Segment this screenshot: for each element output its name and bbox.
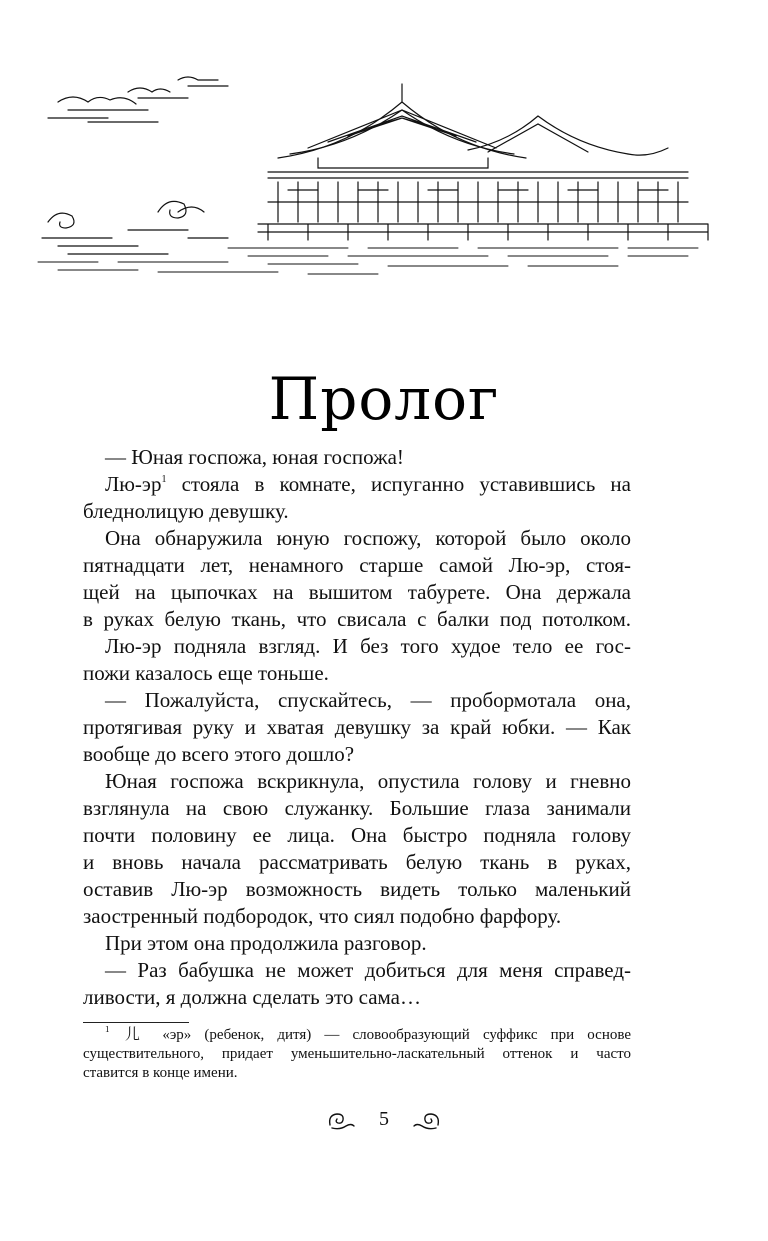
paragraph <box>83 957 631 1011</box>
text-line: заостренный подбородок, что сиял подобно фарфору. <box>83 904 562 928</box>
cloud-left-icon <box>48 77 228 122</box>
wave-ornament-right-icon <box>412 1109 442 1131</box>
text-line: взглянула на свою служанку. Большие глаза занимали <box>83 796 631 820</box>
text-line: вообще до всего этого дошло? <box>83 742 355 766</box>
page-number: 5 <box>379 1108 389 1130</box>
text-segment: Лю-эр <box>105 472 162 496</box>
footnote-divider <box>83 1022 189 1023</box>
text-line: почти половину ее лица. Она быстро подняла голову <box>83 823 631 847</box>
text-line: пожи казалось еще тоньше. <box>83 661 329 685</box>
text-line: в руках белую ткань, что свисала с балки под потолком. <box>83 607 631 631</box>
water-lines <box>38 248 698 274</box>
footnote-line: существительного, придает уменьшительно-ласкательный оттенок и часто <box>83 1046 631 1062</box>
page-footer <box>0 1108 768 1131</box>
body-text <box>83 444 631 1011</box>
pavilion-roof-right <box>468 116 668 155</box>
wave-ornament-left-icon <box>326 1109 356 1131</box>
text-line: оставив Лю-эр возможность видеть только маленький <box>83 877 631 901</box>
footnote-text: 儿 «эр» (ребенок, дитя) — словообразующий суффикс при основе <box>115 1027 631 1043</box>
text-line: Лю-эр подняла взгляд. И без того худое тело ее гос- <box>105 634 631 658</box>
text-line: пятнадцати лет, ненамного старше самой Лю-эр, стоя- <box>83 553 631 577</box>
text-line: и вновь начала рассматривать белую ткань в руках, <box>83 850 631 874</box>
footnote-number: 1 <box>105 1026 110 1034</box>
paragraph <box>83 444 631 471</box>
pavilion-body <box>268 172 688 222</box>
paragraph <box>83 930 631 957</box>
pagoda-roof <box>278 84 526 168</box>
text-line: — Раз бабушка не может добиться для меня справед- <box>105 958 631 982</box>
text-line: Она обнаружила юную госпожу, которой было около <box>105 526 631 550</box>
text-line: — Юная госпожа, юная госпожа! <box>105 445 404 469</box>
text-line: Юная госпожа вскрикнула, опустила голову и гневно <box>105 769 631 793</box>
paragraph <box>83 471 631 525</box>
footnote <box>83 1026 631 1083</box>
paragraph <box>83 768 631 930</box>
paragraph <box>83 525 631 633</box>
text-segment: стояла в комнате, испуганно уставившись на <box>181 472 631 496</box>
text-line: ливости, я должна сделать это сама… <box>83 985 421 1009</box>
paragraph <box>83 633 631 687</box>
text-line: протягивая руку и хватая девушку за край юбки. — Как <box>83 715 631 739</box>
footnote-marker[interactable]: 1 <box>161 474 167 485</box>
chapter-title: Пролог <box>268 364 500 433</box>
text-line: бледнолицую девушку. <box>83 499 289 523</box>
text-line: — Пожалуйста, спускайтесь, — пробормотала она, <box>105 688 631 712</box>
text-line <box>83 471 631 498</box>
text-line: При этом она продолжила разговор. <box>105 931 427 955</box>
footnote-line <box>83 1026 631 1045</box>
text-line: щей на цыпочках на вышитом табурете. Она держала <box>83 580 631 604</box>
pagoda-illustration <box>28 62 718 282</box>
paragraph <box>83 687 631 768</box>
bridge-railing <box>258 224 708 240</box>
cloud-swirl-icon <box>42 201 228 254</box>
footnote-line: ставится в конце имени. <box>83 1065 238 1081</box>
